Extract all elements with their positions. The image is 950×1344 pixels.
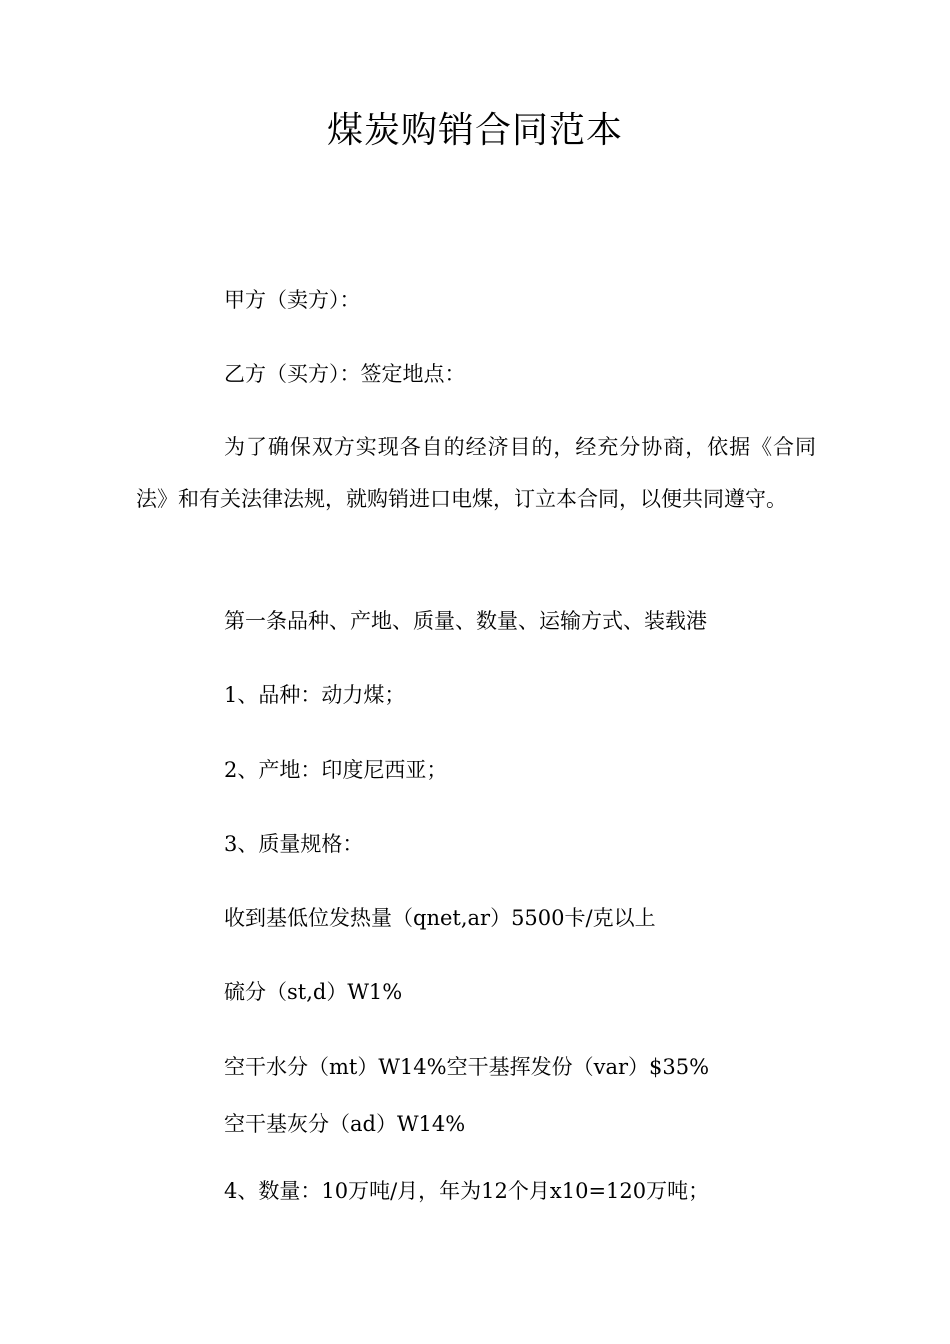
intro-paragraph: 为了确保双方实现各自的经济目的，经充分协商，依据《合同法》和有关法律法规，就购销进口电煤，订立本合同，以便共同遵守。 (136, 435, 816, 511)
spec-heat-value: 收到基低位发热量（qnet,ar）5500卡/克以上 (224, 906, 656, 930)
spec-moisture-volatile: 空干水分（mt）W14%空干基挥发份（var）$35% (224, 1055, 710, 1079)
party-a-line: 甲方（卖方）： (224, 288, 361, 312)
item-origin: 2、产地：印度尼西亚； (224, 758, 448, 782)
party-b-line: 乙方（买方）：签定地点： (224, 362, 466, 386)
item-quality-spec: 3、质量规格： (224, 832, 364, 856)
spec-sulfur: 硫分（st,d）W1% (224, 980, 403, 1004)
item-quantity: 4、数量：10万吨/月，年为12个月x10=120万吨； (224, 1179, 710, 1203)
article-1-heading: 第一条品种、产地、质量、数量、运输方式、装载港 (224, 609, 707, 633)
item-variety: 1、品种：动力煤； (224, 683, 406, 707)
spec-ash: 空干基灰分（ad）W14% (224, 1112, 466, 1136)
document-title: 煤炭购销合同范本 (326, 110, 623, 151)
